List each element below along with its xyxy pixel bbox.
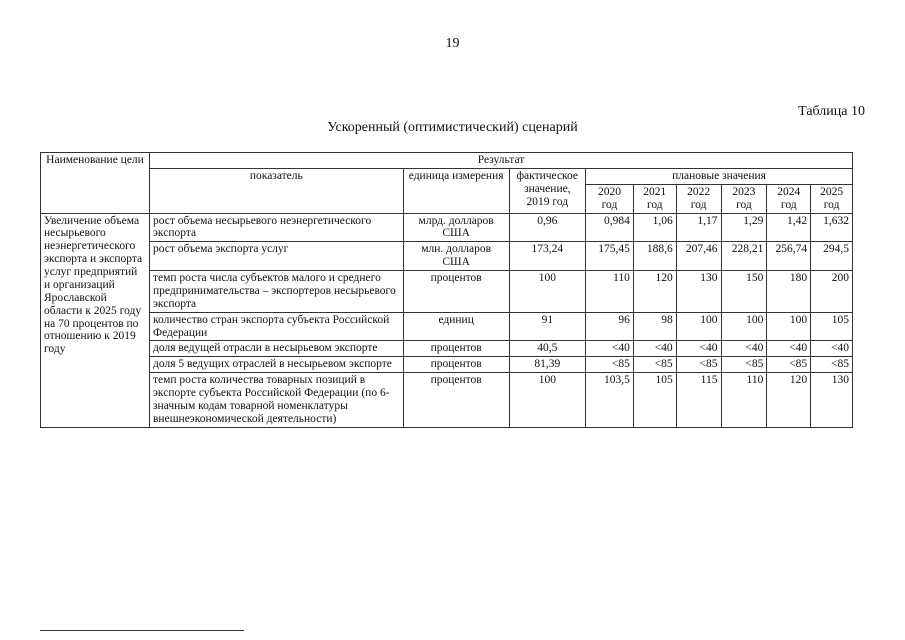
- value-cell: <85: [811, 357, 853, 373]
- value-cell: 200: [811, 271, 853, 313]
- indicator-cell: доля 5 ведущих отраслей в несырьевом экспорте: [150, 357, 404, 373]
- value-cell: 110: [586, 271, 634, 313]
- value-cell: 96: [586, 312, 634, 341]
- value-cell: 105: [811, 312, 853, 341]
- table-row: [41, 357, 853, 373]
- actual-cell: 100: [509, 271, 585, 313]
- unit-cell: процентов: [403, 271, 509, 313]
- table-row: [41, 373, 853, 428]
- header-goal: Наименование цели: [41, 153, 150, 214]
- value-cell: 256,74: [767, 242, 811, 271]
- value-cell: <85: [721, 357, 767, 373]
- value-cell: <85: [633, 357, 676, 373]
- indicator-cell: рост объема экспорта услуг: [150, 242, 404, 271]
- header-year: 2020 год: [586, 184, 634, 213]
- table-label: Таблица 10: [798, 104, 865, 119]
- value-cell: 228,21: [721, 242, 767, 271]
- table-row: [41, 312, 853, 341]
- value-cell: 105: [633, 373, 676, 428]
- value-cell: <40: [811, 341, 853, 357]
- value-cell: 115: [676, 373, 721, 428]
- value-cell: 207,46: [676, 242, 721, 271]
- footnote-divider: [40, 630, 244, 631]
- value-cell: <40: [721, 341, 767, 357]
- header-year: 2024 год: [767, 184, 811, 213]
- value-cell: 1,42: [767, 213, 811, 242]
- value-cell: 0,984: [586, 213, 634, 242]
- value-cell: 150: [721, 271, 767, 313]
- goal-cell: Увеличение объема несырьевого неэнергетического экспорта и экспорта услуг предприятий и организаций Ярославской области к 2025 году на 70 процентов по отношению к 2019 году: [41, 213, 150, 427]
- value-cell: 188,6: [633, 242, 676, 271]
- value-cell: 130: [811, 373, 853, 428]
- table-title: Ускоренный (оптимистический) сценарий: [327, 120, 578, 135]
- table-row: [41, 271, 853, 313]
- value-cell: <40: [633, 341, 676, 357]
- indicator-cell: рост объема несырьевого неэнергетического экспорта: [150, 213, 404, 242]
- actual-cell: 0,96: [509, 213, 585, 242]
- unit-cell: процентов: [403, 357, 509, 373]
- indicator-cell: количество стран экспорта субъекта Российской Федерации: [150, 312, 404, 341]
- value-cell: <85: [586, 357, 634, 373]
- actual-cell: 40,5: [509, 341, 585, 357]
- header-year: 2023 год: [721, 184, 767, 213]
- actual-cell: 100: [509, 373, 585, 428]
- value-cell: <85: [676, 357, 721, 373]
- value-cell: 100: [676, 312, 721, 341]
- header-result: Результат: [150, 153, 853, 169]
- header-year: 2025 год: [811, 184, 853, 213]
- header-actual: фактическое значение, 2019 год: [509, 168, 585, 213]
- value-cell: 180: [767, 271, 811, 313]
- value-cell: 130: [676, 271, 721, 313]
- value-cell: 1,29: [721, 213, 767, 242]
- value-cell: 120: [767, 373, 811, 428]
- value-cell: <40: [586, 341, 634, 357]
- table-row: [41, 242, 853, 271]
- value-cell: <40: [767, 341, 811, 357]
- value-cell: 175,45: [586, 242, 634, 271]
- header-year: 2022 год: [676, 184, 721, 213]
- actual-cell: 91: [509, 312, 585, 341]
- value-cell: 100: [721, 312, 767, 341]
- value-cell: 1,632: [811, 213, 853, 242]
- actual-cell: 81,39: [509, 357, 585, 373]
- header-year: 2021 год: [633, 184, 676, 213]
- value-cell: 103,5: [586, 373, 634, 428]
- indicator-cell: темп роста числа субъектов малого и среднего предпринимательства – экспортеров несырьевого экспорта: [150, 271, 404, 313]
- actual-cell: 173,24: [509, 242, 585, 271]
- unit-cell: млрд. долларов США: [403, 213, 509, 242]
- value-cell: 110: [721, 373, 767, 428]
- unit-cell: млн. долларов США: [403, 242, 509, 271]
- unit-cell: процентов: [403, 373, 509, 428]
- page-number: 19: [445, 36, 460, 51]
- value-cell: <85: [767, 357, 811, 373]
- value-cell: 1,06: [633, 213, 676, 242]
- value-cell: 100: [767, 312, 811, 341]
- indicator-cell: доля ведущей отрасли в несырьевом экспорте: [150, 341, 404, 357]
- value-cell: 294,5: [811, 242, 853, 271]
- value-cell: 120: [633, 271, 676, 313]
- header-unit: единица измерения: [403, 168, 509, 213]
- header-indicator: показатель: [150, 168, 404, 213]
- table-row: [41, 341, 853, 357]
- scenario-table: [40, 152, 853, 428]
- unit-cell: единиц: [403, 312, 509, 341]
- indicator-cell: темп роста количества товарных позиций в экспорте субъекта Российской Федерации (по 6-значным кодам товарной номенклатуры внешнеэкономической деятельности): [150, 373, 404, 428]
- value-cell: 1,17: [676, 213, 721, 242]
- table-row: [41, 213, 853, 242]
- value-cell: 98: [633, 312, 676, 341]
- header-planned: плановые значения: [586, 168, 853, 184]
- value-cell: <40: [676, 341, 721, 357]
- unit-cell: процентов: [403, 341, 509, 357]
